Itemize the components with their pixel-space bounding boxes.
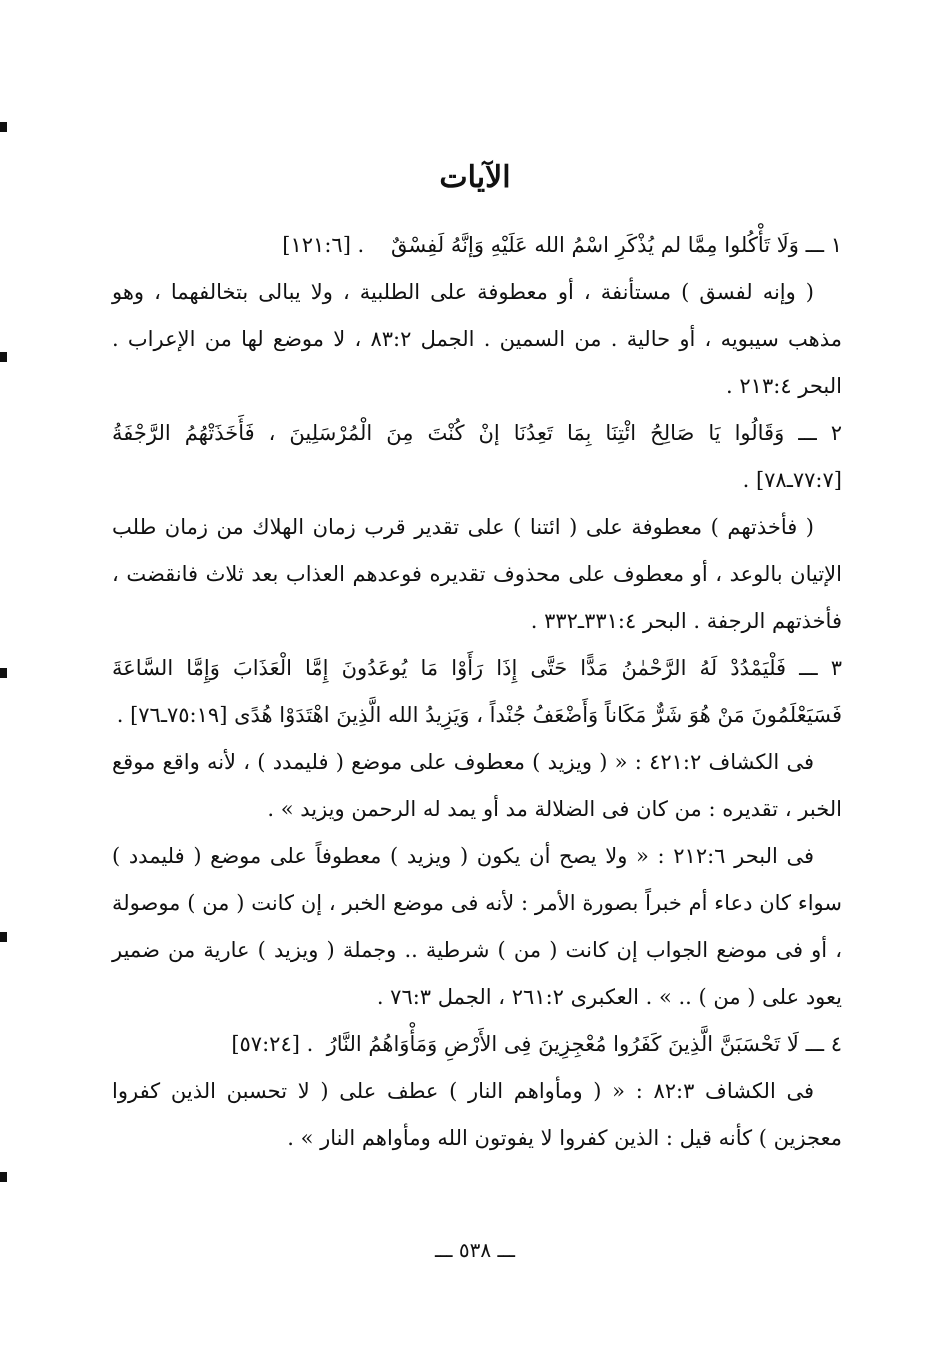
verse-reference: [٥٧:٢٤] . [231,1032,314,1056]
verse-entry-1 [112,222,842,410]
verse-reference: . [٧٥:١٩ـ٧٦] [116,703,228,727]
verse-text: فَلْيَمْدُدْ لَهُ الرَّحْمٰنُ مَدًّا حَتَّى إِذَا رَأَوْا مَا يُوعَدُونَ إِمَّا الْعَذَابَ وَإِمَّا السَّاعَةَ فَسَيَعْلَمُونَ مَنْ هُوَ شَرٌّ مَكَاناً وَأَضْعَفُ جُنْداً ، وَيَزِيدُ الله الَّذِينَ اهْتَدَوْا هُدًى [112,656,842,727]
scan-edge-mark [0,122,7,132]
commentary-paragraph: ( وإنه لفسق ) مستأنفة ، أو معطوفة على الطلبية ، ولا يبالى بتخالفهما ، وهو مذهب سيبويه ، أو حالية . من السمين . الجمل ٨٣:٢ ، لا موضع لها من الإعراب . البحر ٢١٣:٤ . [112,280,842,398]
entry-number: ٤ [830,1032,842,1056]
verse-line: ٣ ـــ فَلْيَمْدُدْ لَهُ الرَّحْمٰنُ مَدًّا حَتَّى إِذَا رَأَوْا مَا يُوعَدُونَ إِمَّا الْعَذَابَ وَإِمَّا السَّاعَةَ فَسَيَعْلَمُونَ مَنْ هُوَ شَرٌّ مَكَاناً وَأَضْعَفُ جُنْداً ، وَيَزِيدُ الله الَّذِينَ اهْتَدَوْا هُدًى . [٧٥:١٩ـ٧٦] [112,645,842,739]
scan-edge-mark [0,932,7,942]
verse-reference: [١٢١:٦] . [282,233,365,257]
verse-line: ١ ـــ وَلَا تَأْكُلوا مِمَّا لم يُذْكَرِ اسْمُ الله عَلَيْهِ وَإنَّهُ لَفِسْقٌ [١٢١:٦] . [112,222,842,269]
verse-text: وَقَالُوا يَا صَالِحُ ائْتِنَا بِمَا تَعِدُنَا إنْ كُنْتَ مِنَ الْمُرْسَلِينَ ، فَأَخَذَتْهُمُ الرَّجْفَةُ [112,421,785,445]
verse-reference: . [٧٧:٧ـ٧٨] [742,468,842,492]
commentary-paragraph: فى الكشاف ٨٢:٣ : « ( ومأواهم النار ) عطف على ( لا تحسبن الذين كفروا معجزين ) كأنه قيل : الذين كفروا لا يفوتون الله ومأواهم النار » . [112,1079,842,1150]
verse-entry-3 [112,645,842,1021]
commentary-paragraph: فى الكشاف ٤٢١:٢ : « ( ويزيد ) معطوف على موضع ( فليمدد ) ، لأنه واقع موقع الخبر ، تقديره : من كان فى الضلالة مد أو يمد له الرحمن ويزيد » . [112,750,842,821]
verse-text: لَا تَحْسَبَنَّ الَّذِينَ كَفَرُوا مُعْجِزِينَ فِى الأَرْضِ وَمَأْوَاهُمُ النَّارُ [326,1032,799,1056]
scan-edge-mark [0,352,7,362]
entry-number: ٣ [830,656,842,680]
entry-number: ٢ [830,421,843,445]
scan-edge-mark [0,1172,7,1182]
entry-number: ١ [830,233,842,257]
verse-entry-2 [112,410,842,645]
scan-edge-mark [0,668,7,678]
verse-text: وَلَا تَأْكُلوا مِمَّا لم يُذْكَرِ اسْمُ الله عَلَيْهِ وَإنَّهُ لَفِسْقٌ [390,233,799,257]
page-number: ـــ ٥٣٨ ـــ [434,1238,516,1262]
verse-line: ٤ ـــ لَا تَحْسَبَنَّ الَّذِينَ كَفَرُوا مُعْجِزِينَ فِى الأَرْضِ وَمَأْوَاهُمُ النَّارُ [٥٧:٢٤] . [112,1021,842,1068]
page-title: الآيات [439,160,511,195]
commentary-paragraph: فى البحر ٢١٢:٦ : « ولا يصح أن يكون ( ويزيد ) معطوفاً على موضع ( فليمدد ) سواء كان دعاء أم خبراً بصورة الأمر : لأنه فى موضع الخبر ، إن كانت ( من ) موصولة ، أو فى موضع الجواب إن كانت ( من ) شرطية .. وجملة ( ويزيد ) عارية من ضمير يعود على ( من ) .. » . العكبرى ٢٦١:٢ ، الجمل ٧٦:٣ . [112,844,842,1009]
verse-entry-4 [112,1021,842,1162]
page-body [112,222,842,1162]
commentary-paragraph: ( فأخذتهم ) معطوفة على ( ائتنا ) على تقدير قرب زمان الهلاك من زمان طلب الإتيان بالوعد ، أو معطوف على محذوف تقديره فوعدهم العذاب بعد ثلاث فانقضت ، فأخذتهم الرجفة . البحر ٣٣١:٤ـ٣٣٢ . [112,515,842,633]
verse-line: ٢ ـــ وَقَالُوا يَا صَالِحُ ائْتِنَا بِمَا تَعِدُنَا إنْ كُنْتَ مِنَ الْمُرْسَلِينَ ، فَأَخَذَتْهُمُ الرَّجْفَةُ . [٧٧:٧ـ٧٨] [112,410,842,504]
